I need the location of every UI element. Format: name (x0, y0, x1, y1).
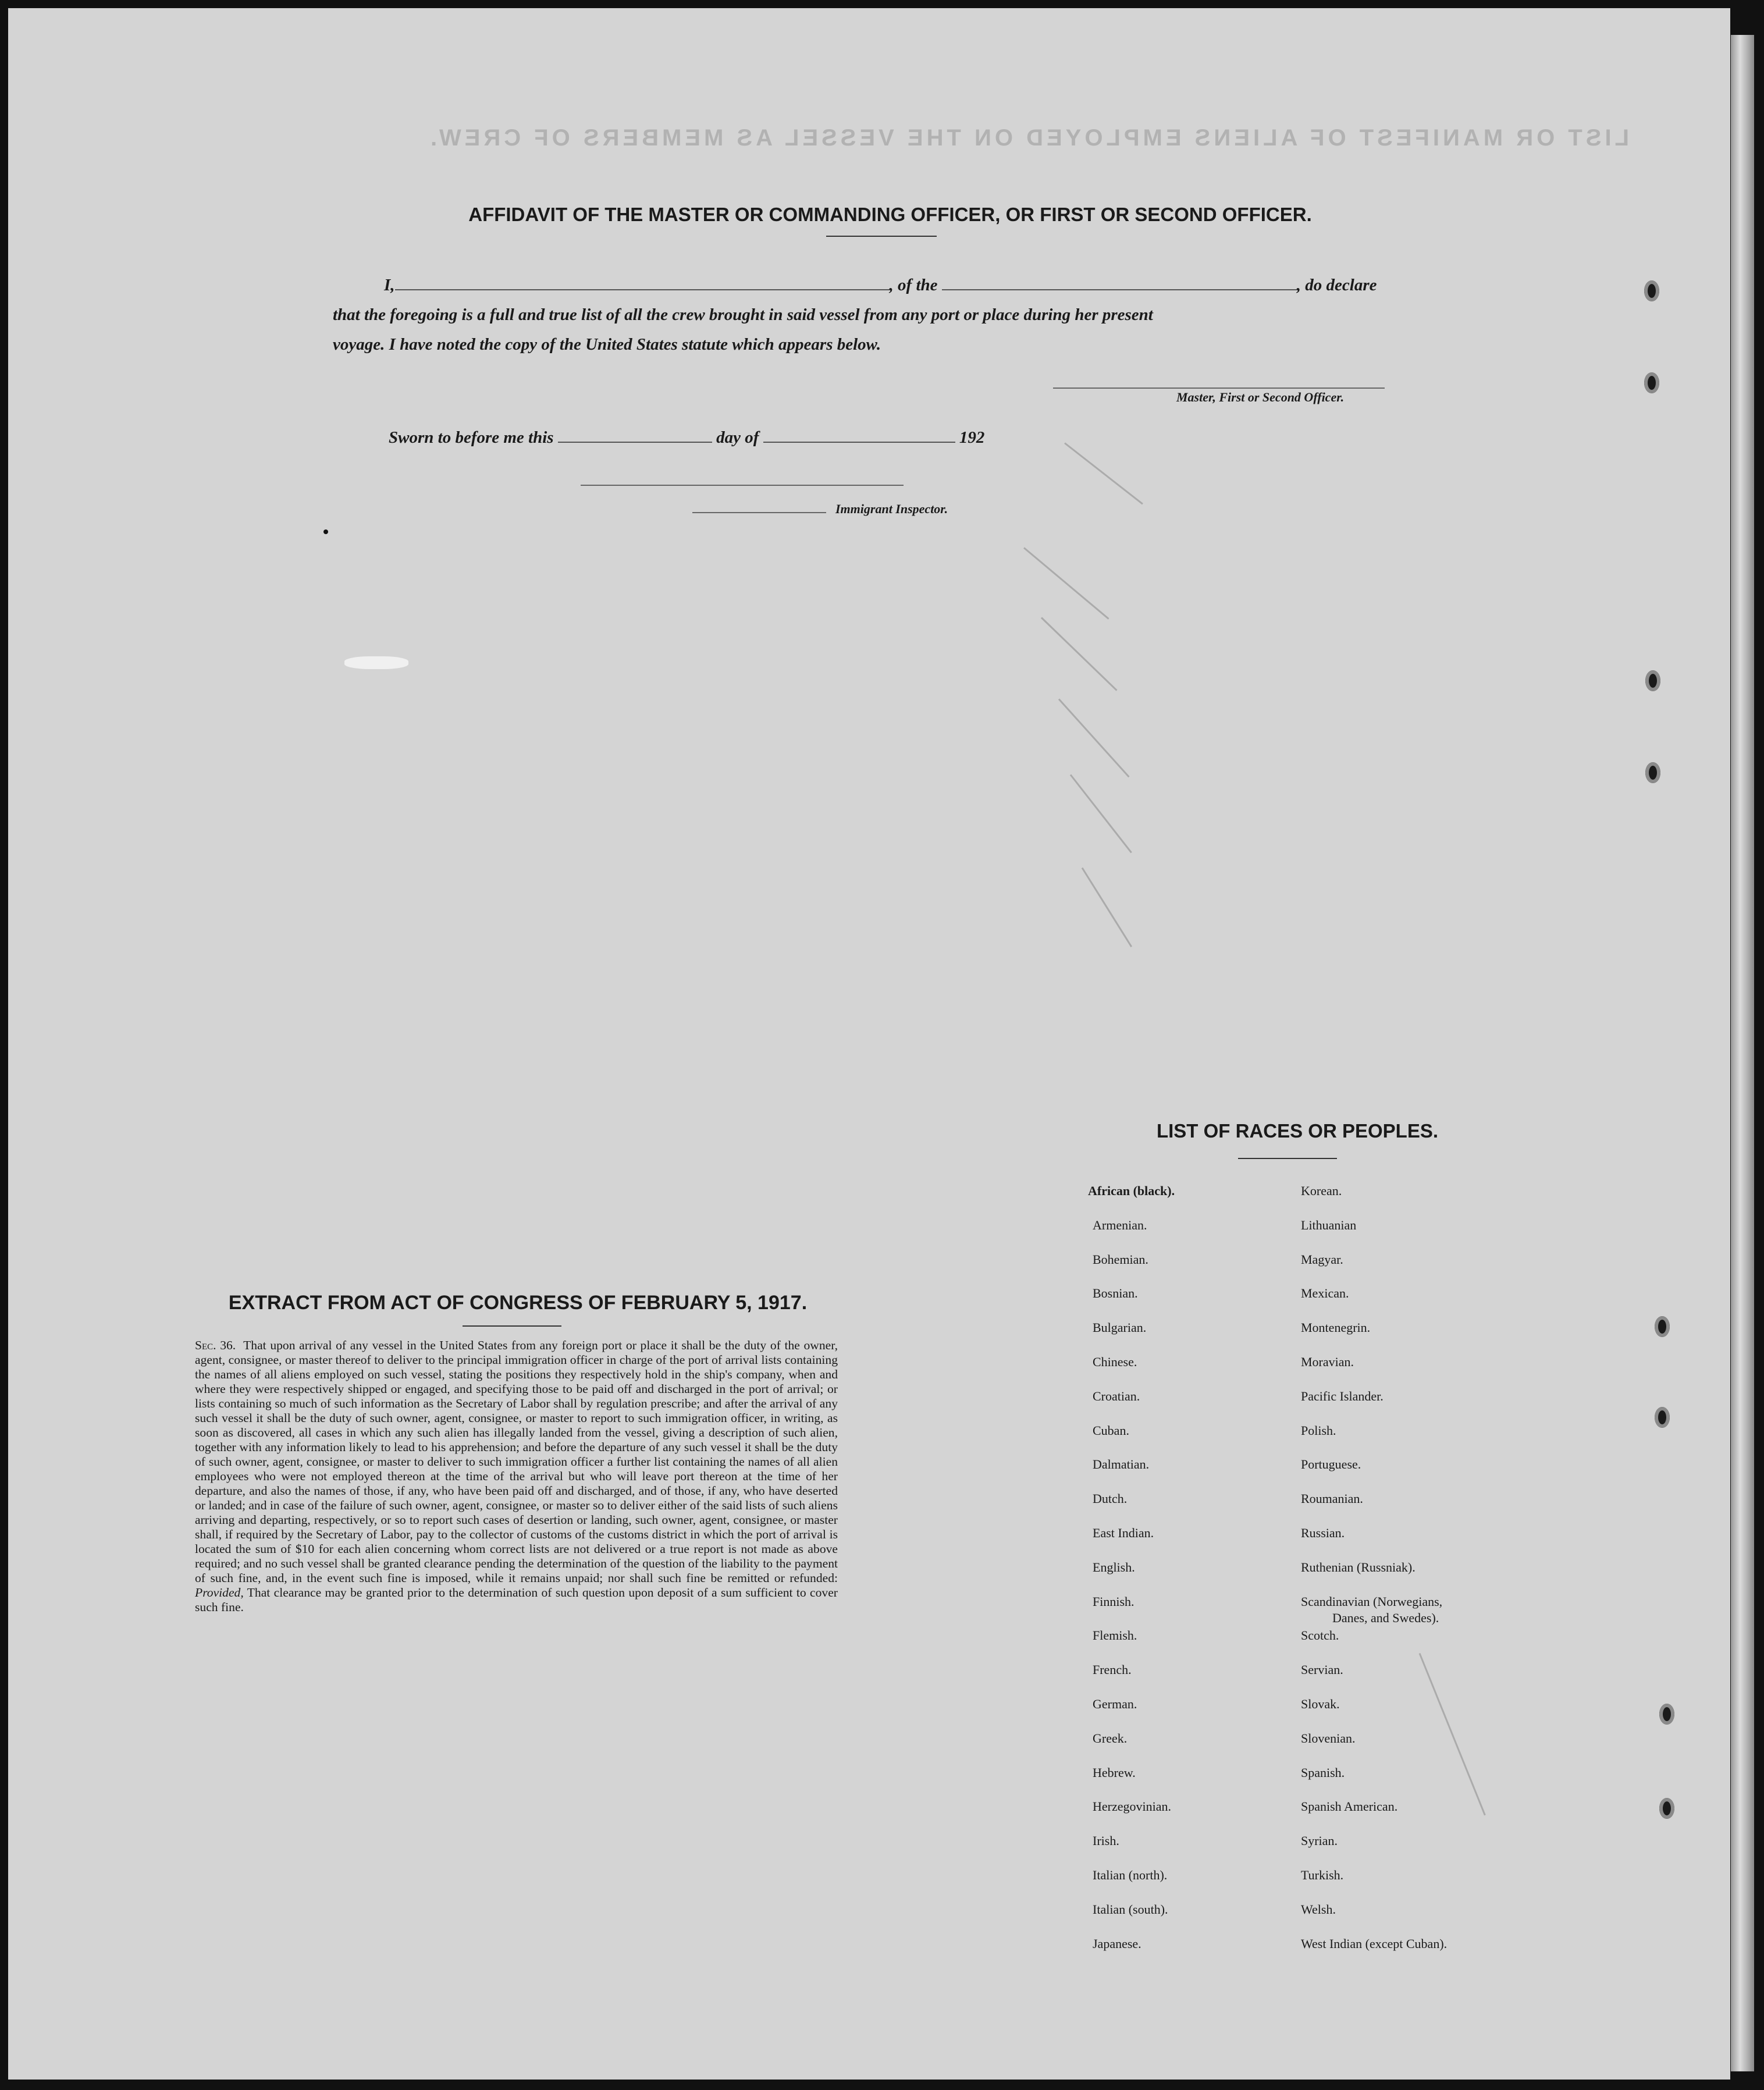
race-item: Servian. (1301, 1662, 1343, 1677)
race-item: Turkish. (1301, 1868, 1344, 1882)
race-item: Dutch. (1093, 1491, 1128, 1506)
ink-dot (323, 529, 328, 534)
affidavit-line-1 (384, 276, 1377, 295)
month-blank[interactable] (763, 442, 955, 443)
race-item: Italian (north). (1093, 1868, 1168, 1882)
affidavit-line-2: that the foregoing is a full and true list of all the crew brought in said vessel from any port or place during her present (333, 305, 1153, 324)
race-item: Cuban. (1093, 1423, 1129, 1438)
inspector-signature-line[interactable] (581, 485, 904, 486)
section-label: Sec. 36. (195, 1338, 236, 1352)
race-item: Flemish. (1093, 1628, 1137, 1643)
race-item-continuation: Danes, and Swedes). (1332, 1610, 1439, 1625)
day-blank[interactable] (558, 442, 712, 443)
races-heading-rule (1238, 1158, 1337, 1159)
race-item: Scandinavian (Norwegians, (1301, 1594, 1443, 1609)
race-item: West Indian (except Cuban). (1301, 1936, 1448, 1951)
affidavit-line-3: voyage. I have noted the copy of the United States statute which appears below. (333, 335, 881, 354)
race-item: Pacific Islander. (1301, 1388, 1384, 1403)
race-item: Welsh. (1301, 1901, 1336, 1917)
master-caption: Master, First or Second Officer. (1176, 390, 1345, 404)
race-item: Croatian. (1093, 1388, 1140, 1403)
race-item: Portuguese. (1301, 1457, 1361, 1472)
year-label: 192 (959, 428, 985, 447)
race-item: English. (1093, 1559, 1135, 1574)
race-item: Hebrew. (1093, 1765, 1136, 1780)
binder-hole (1645, 670, 1660, 691)
statute-body-end: That clearance may be granted prior to the determination of such question upon deposit of a sum sufficient to cover such fine. (195, 1586, 838, 1614)
race-item: Chinese. (1093, 1355, 1137, 1369)
vessel-blank[interactable] (942, 289, 1297, 290)
race-item: Mexican. (1301, 1286, 1349, 1301)
race-item: Spanish. (1301, 1765, 1345, 1780)
race-item: Greek. (1093, 1730, 1128, 1746)
race-item: Lithuanian (1301, 1217, 1357, 1232)
race-item: Spanish American. (1301, 1799, 1398, 1814)
race-item: Bosnian. (1093, 1286, 1138, 1301)
race-item: Slovenian. (1301, 1730, 1356, 1746)
race-item: Slovak. (1301, 1697, 1340, 1711)
race-item: Syrian. (1301, 1833, 1338, 1849)
race-item: French. (1093, 1662, 1132, 1677)
sworn-label: Sworn to before me this (389, 428, 554, 447)
race-item: Roumanian. (1301, 1491, 1363, 1506)
race-item: Korean. (1301, 1183, 1342, 1198)
bleed-through-text (140, 125, 1629, 259)
paper-speck (344, 656, 408, 669)
race-item: Armenian. (1093, 1217, 1147, 1232)
binder-hole (1659, 1798, 1674, 1819)
master-signature-line[interactable] (1053, 388, 1385, 389)
race-item: Magyar. (1301, 1252, 1343, 1267)
race-item: Herzegovinian. (1093, 1799, 1171, 1814)
binder-hole (1655, 1407, 1670, 1428)
affidavit-heading: AFFIDAVIT OF THE MASTER OR COMMANDING OFFICER, OR FIRST OR SECOND OFFICER. (468, 204, 1312, 225)
race-item: Italian (south). (1093, 1901, 1168, 1917)
inspector-caption: Immigrant Inspector. (835, 502, 948, 516)
race-item: Bulgarian. (1093, 1320, 1147, 1335)
statute-text (195, 1338, 838, 1615)
race-item: Moravian. (1301, 1355, 1354, 1369)
affidavit-heading-rule (826, 236, 937, 237)
i-label: I, (384, 276, 395, 294)
extract-heading-rule (463, 1325, 561, 1327)
binder-hole (1659, 1704, 1674, 1725)
race-item: German. (1093, 1697, 1137, 1711)
inspector-short-line (692, 512, 826, 513)
race-item: Finnish. (1093, 1594, 1134, 1609)
do-declare-label: , do declare (1296, 276, 1377, 294)
race-item: Russian. (1301, 1526, 1345, 1540)
sworn-line (389, 428, 984, 447)
of-the-label: , of the (889, 276, 938, 294)
race-item: Ruthenian (Russniak). (1301, 1559, 1416, 1574)
extract-heading: EXTRACT FROM ACT OF CONGRESS OF FEBRUARY 5, 1917. (228, 1292, 808, 1314)
binder-hole (1644, 280, 1659, 301)
bleed-through-line: LIST OR MANIFEST OF ALIENS EMPLOYED ON THE VESSEL AS MEMBERS OF CREW. (427, 125, 1629, 151)
race-item: Irish. (1093, 1833, 1119, 1849)
day-of-label: day of (716, 428, 759, 447)
name-blank[interactable] (395, 289, 890, 290)
race-item: Polish. (1301, 1423, 1336, 1438)
race-item: East Indian. (1093, 1526, 1154, 1540)
races-heading: LIST OF RACES OR PEOPLES. (1156, 1120, 1439, 1142)
race-item: Montenegrin. (1301, 1320, 1371, 1335)
race-item: African (black). (1088, 1183, 1175, 1198)
provided-label: Provided, (195, 1586, 244, 1600)
race-item: Dalmatian. (1093, 1457, 1150, 1472)
page-edge (1731, 35, 1754, 2071)
race-item: Scotch. (1301, 1628, 1339, 1643)
binder-hole (1645, 762, 1660, 783)
race-item: Bohemian. (1093, 1252, 1148, 1267)
statute-body: That upon arrival of any vessel in the United States from any foreign port or place it shall be the duty of the owner, agent, consignee, or master thereof to deliver to the principal immigration officer in charge of the port of arrival lists containing the names of all aliens employed on such vessel, stating the positions they respectively hold in the ship's company, when and where they were respectively shipped or engaged, and specifying those to be paid off and discharged in the port of arrival; or lists containing so much of such information as the Secretary of Labor shall by regulation prescribe; and after the arrival of any such vessel it shall be the duty of such owner, agent, consignee, or master to report to such immigration officer, in writing, as soon as discovered, all cases in which any such alien has illegally landed from the vessel, giving a description of such alien, together with any information likely to lead to his apprehension; and before the departure of any such vessel it shall be the duty of such owner, agent, consignee, or master to deliver to such immigration officer a further list containing the names of all alien employees who were not employed thereon at the time of the arrival but who will leave port thereon at the time of her departure, and also the names of those, if any, who have been paid off and discharged, and of those, if any, who have deserted or landed; and in case of the failure of such owner, agent, consignee, or master so to deliver either of the said lists of such aliens arriving and departing, respectively, or so to report such cases of desertion or landing, such owner, agent, consignee, or master shall, if required by the Secretary of Labor, pay to the collector of customs of the customs district in which the port of arrival is located the sum of $10 for each alien concerning whom correct lists are not delivered or a true report is not made as above required; and no such vessel shall be granted clearance pending the determination of the question of the liability to the payment of such fine, and, in the event such fine is imposed, while it remains unpaid; nor shall such fine be remitted or refunded: (195, 1338, 838, 1585)
binder-hole (1655, 1316, 1670, 1337)
binder-hole (1644, 372, 1659, 393)
race-item: Japanese. (1093, 1936, 1141, 1951)
